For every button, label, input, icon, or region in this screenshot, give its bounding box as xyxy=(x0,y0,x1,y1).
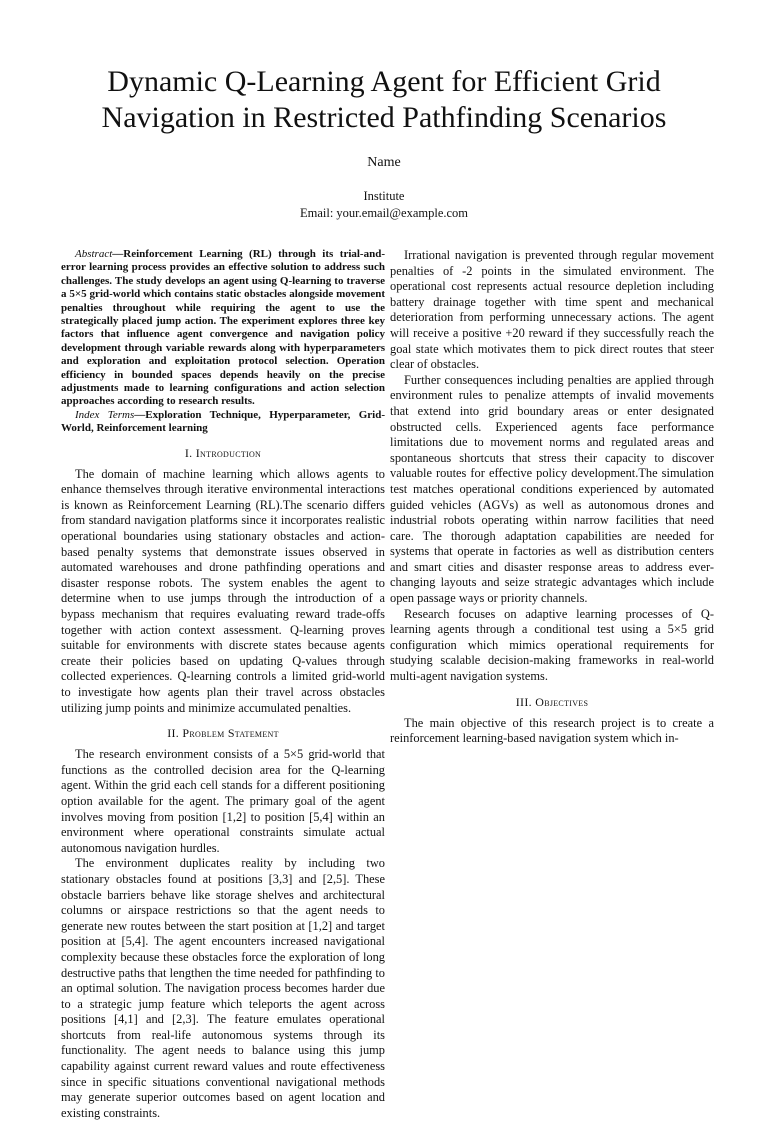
section-heading-problem-statement xyxy=(61,726,385,741)
index-terms-text: —Exploration Technique, Hyperparameter, Grid-World, Reinforcement learning xyxy=(61,408,385,435)
author-institute: Institute xyxy=(363,189,405,203)
paragraph: The research environment consists of a 5×5 grid-world that functions as the controlled decision area for the Q-learning agent. Within the grid each cell stands for a different positioning option available for the agent. The primary goal of the agent involves moving from position [1,2] to position [5,4] within an environment where operational constraints simulate actual autonomous navigation hurdles. xyxy=(61,747,385,855)
abstract-label: Abstract xyxy=(75,248,113,260)
right-column xyxy=(390,248,714,747)
section-number: II. xyxy=(167,726,183,741)
title-line: Dynamic Q-Learning Agent for Efficient Grid xyxy=(107,65,661,98)
section-title: Objectives xyxy=(535,694,589,709)
author-email: Email: your.email@example.com xyxy=(299,206,469,220)
index-terms xyxy=(61,409,385,436)
section-heading-introduction xyxy=(61,446,385,461)
abstract-text: —Reinforcement Learning (RL) through its trial-and-error learning process provides an effective solution to address such challenges. The study develops an agent using Q-learning to traverse a 5×5 grid-world which contains static obstacles alongside movement penalties throughout while requiring the agent to use the strategically placed jump action. The experiment explores three key factors that influence agent convergence and navigation policy development through variable rewards along with hyperparameters and exploration and exploitation protocol selection. Operation efficiency in bounded spaces depends heavily on the precise adjustments made to learning configurations and action selection approaches according to research results. xyxy=(61,248,385,408)
left-column xyxy=(61,248,385,1121)
paragraph: Further consequences including penalties are applied through environment rules to penalize attempts of invalid movements that extend into grid boundary areas or enter designated obstructed cells. Experienced agents face performance limitations due to movement norms and regulated areas and spontaneous shortcuts that stress their capacity to discover valuable routes for effective policy development.The simulation test matches operational conditions experienced by automated guided vehicles (AGVs) as well as autonomous drones and industrial robots operating within narrow facilities that need care. The thorough adaptation capabilities are needed for systems that operate in factories as well as distribution centers and smart cities and disaster response areas to address ever-changing layouts and seize strategic advantages which include open passage ways or priority channels. xyxy=(390,372,714,606)
section-number: I. xyxy=(184,445,196,460)
section-title: Introduction xyxy=(195,445,262,460)
paragraph: The domain of machine learning which allows agents to enhance themselves through iterative environmental interactions is known as Reinforcement Learning (RL).The scenario differs from standard navigation platforms since it incorporates realistic operational boundaries using stationary obstacles and action-based penalty systems that demonstrate issues observed in automated warehouses and drone pathfinding operations and disaster response robots. The system enables the agent to determine when to use jumps through the introduction of a bypass mechanism that requires evaluating reward trade-offs together with action context assessment. Q-learning proves suitable for environments with discrete states because agents create their policies based on updating Q-values through collected experiences. Q-learning controls a limited grid-world to investigate how agents plan their travel across obstacles utilizing jump points and minimize accumulated penalties. xyxy=(61,466,385,715)
title-line: Navigation in Restricted Pathfinding Scenarios xyxy=(101,101,667,134)
section-title: Problem Statement xyxy=(182,726,279,741)
paper-title xyxy=(40,64,728,136)
section-number: III. xyxy=(515,694,536,709)
index-terms-label: Index Terms xyxy=(75,408,135,421)
author-name: Name xyxy=(367,155,401,170)
abstract xyxy=(61,248,385,409)
paragraph: Irrational navigation is prevented through regular movement penalties of -2 points in the simulated environment. The operational cost represents actual resource depletion including battery drainage together with time spent and mechanical deterioration from performing unnecessary actions. The agent will receive a positive +20 reward if they successfully reach the goal state which motivates them to pick direct routes that steer clear of obstacles. xyxy=(390,248,714,372)
section-heading-objectives xyxy=(390,695,714,710)
paragraph: The main objective of this research project is to create a reinforcement learning-based navigation system which in- xyxy=(390,715,714,746)
paragraph: Research focuses on adaptive learning processes of Q-learning agents through a conditional test using a 5×5 grid configuration which mimics operational requirements for studying scalable decision-making frameworks in real-world multi-agent navigation systems. xyxy=(390,606,714,684)
paragraph: The environment duplicates reality by including two stationary obstacles found at positions [3,3] and [2,5]. These obstacle barriers behave like storage shelves and architectural columns or airspace restrictions so that the agent needs to generate new routes between the start position at [1,2] and target position at [5,4]. The agent encounters increased navigational complexity because these obstacles force the exploration of long destructive paths that lengthen the time needed for pathfinding to an optimal solution. The navigation process becomes harder due to a strategic jump feature which teleports the agent across positions [4,1] and [2,3]. The feature emulates operational shortcuts from real-life autonomous systems through its functionality. The agent needs to balance using this jump capability against current reward values and route effectiveness since in specific situations conventional navigational methods may generate superior outcomes based on agent location and existing constraints. xyxy=(61,856,385,1120)
